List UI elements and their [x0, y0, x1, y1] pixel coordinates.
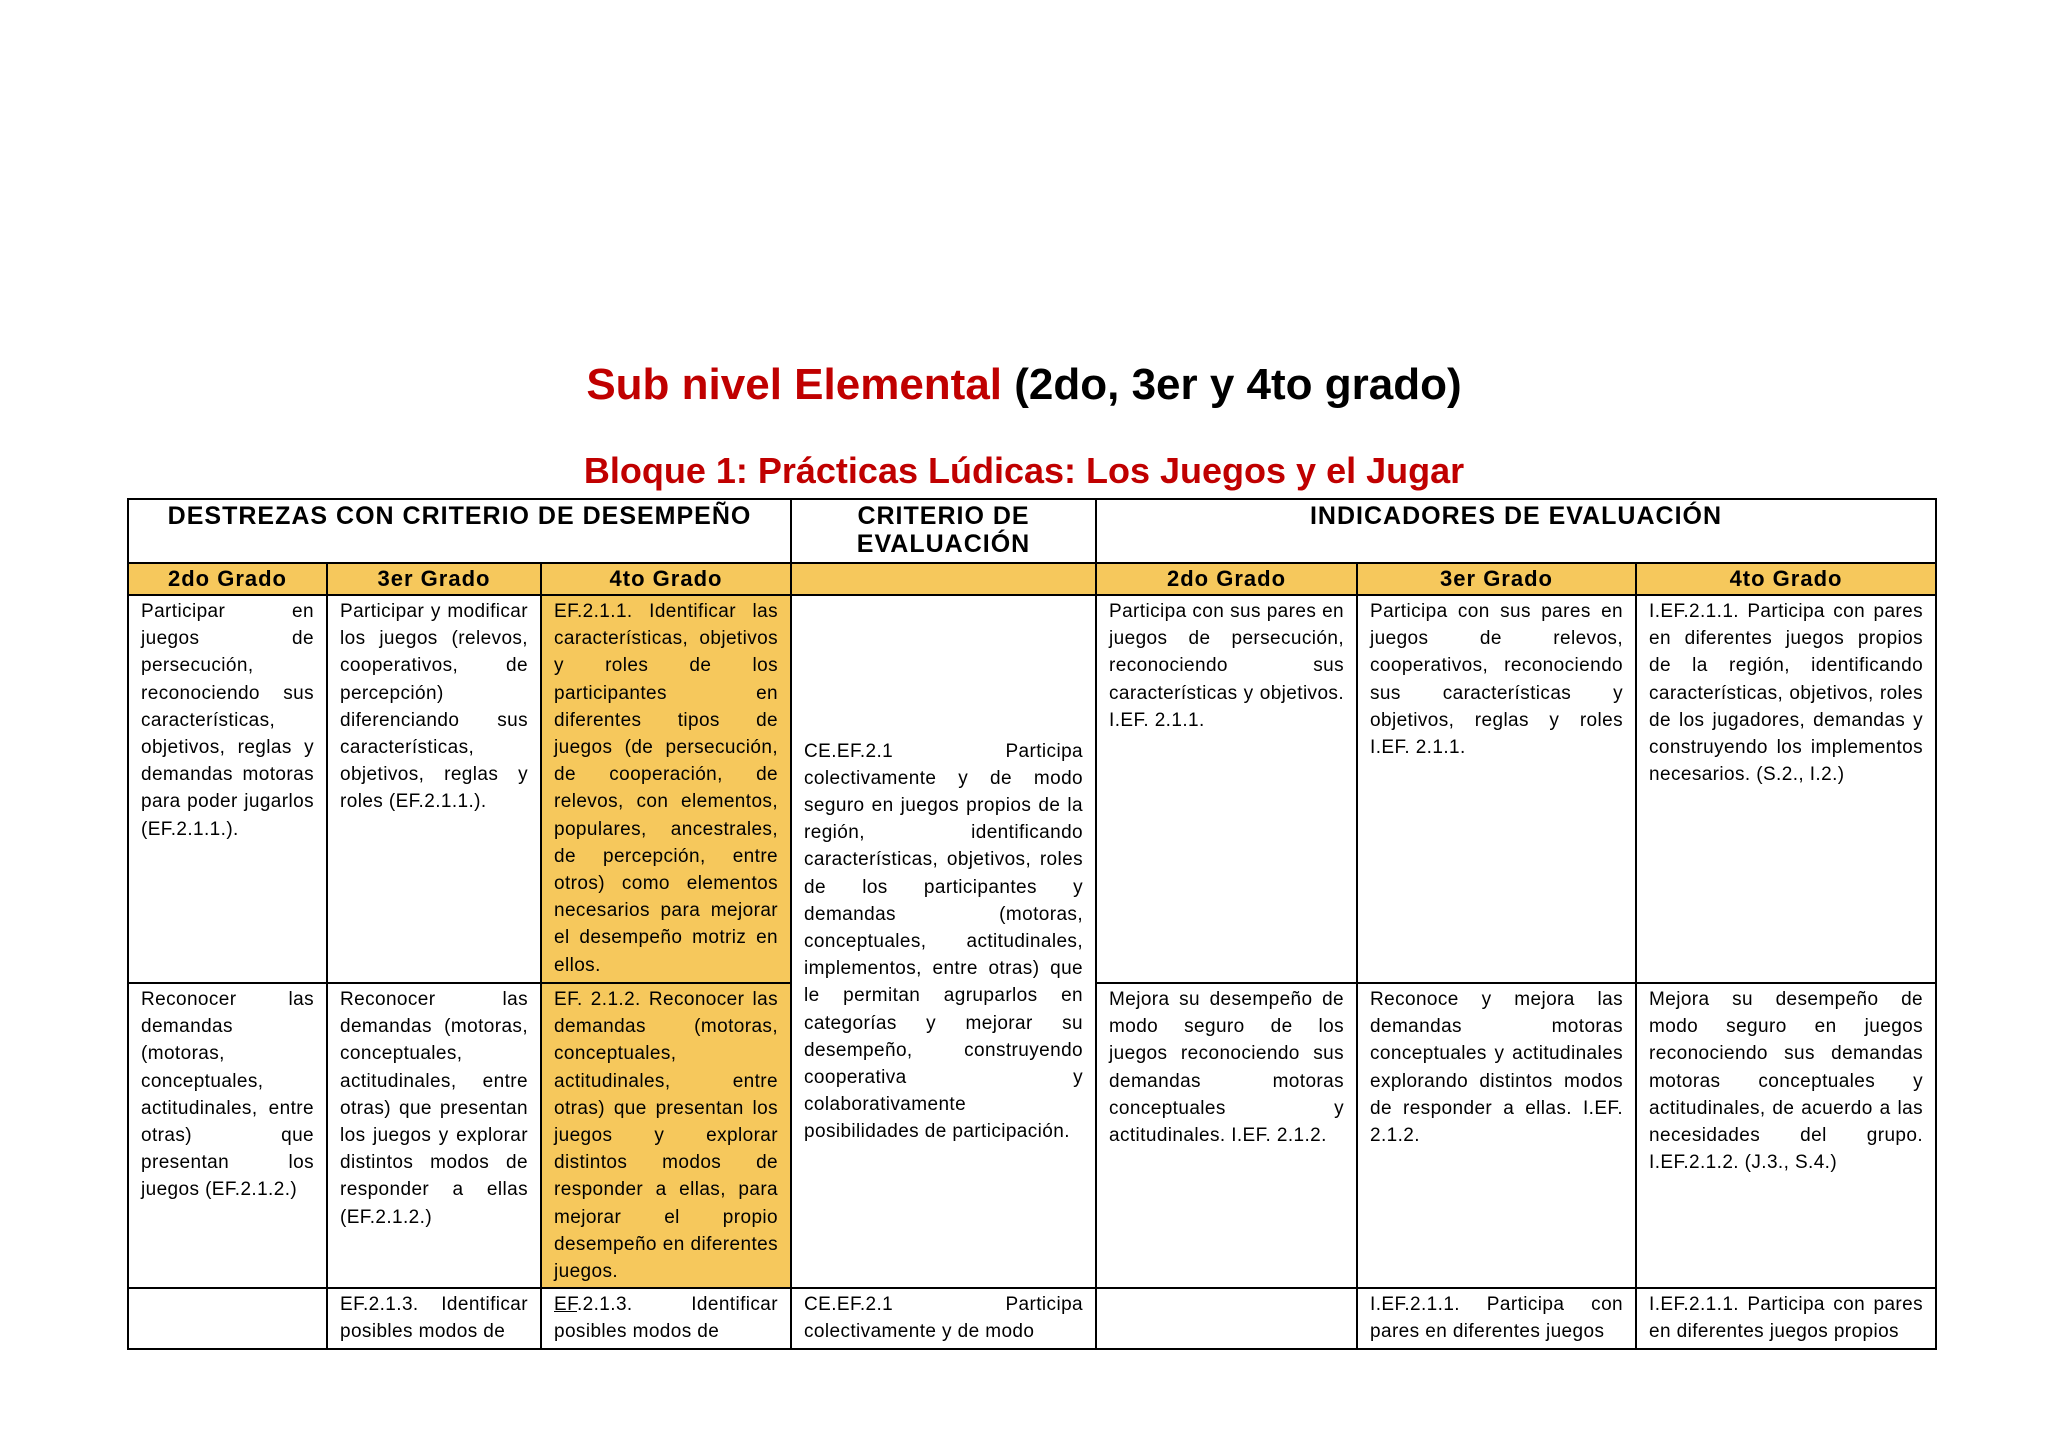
page-title — [0, 360, 2048, 410]
destreza-code-underlined: EF — [554, 1294, 577, 1316]
grade-indicador-2do: 2do Grado — [1096, 563, 1357, 595]
destreza-2do-cell: Reconocer las demandas (motoras, conceptuales, actitudinales, entre otras) que presentan los juegos (EF.2.1.2.) — [128, 983, 327, 1288]
criterio-cell: CE.EF.2.1 Participa colectivamente y de modo seguro en juegos propios de la región, identificando características, objetivos, roles de los participantes y demandas (motoras, conceptuales, actitudinales, implementos, entre otras) que le permitan agruparlos en categorías y mejorar su desempeño, construyendo cooperativa y colaborativamente posibilidades de participación. — [791, 595, 1096, 1288]
grade-row — [128, 563, 1936, 595]
indicador-3er-cell: Reconoce y mejora las demandas motoras conceptuales y actitudinales explorando distintos modos de responder a ellas. I.EF. 2.1.2. — [1357, 983, 1636, 1288]
grade-destreza-4to: 4to Grado — [541, 563, 791, 595]
grade-destreza-2do: 2do Grado — [128, 563, 327, 595]
grade-indicador-4to: 4to Grado — [1636, 563, 1936, 595]
indicador-2do-cell: Mejora su desempeño de modo seguro de los juegos reconociendo sus demandas motoras conceptuales y actitudinales. I.EF. 2.1.2. — [1096, 983, 1357, 1288]
destreza-4to-cell — [541, 1288, 791, 1348]
header-row — [128, 499, 1936, 563]
header-destrezas: DESTREZAS CON CRITERIO DE DESEMPEÑO — [128, 499, 791, 563]
title-grades: (2do, 3er y 4to grado) — [1002, 360, 1462, 409]
curriculum-table — [127, 498, 1937, 1350]
destreza-2do-cell: Participar en juegos de persecución, reconociendo sus características, objetivos, reglas y demandas motoras para poder jugarlos (EF.2.1.1.). — [128, 595, 327, 983]
destreza-4to-cell: EF. 2.1.2. Reconocer las demandas (motoras, conceptuales, actitudinales, entre otras) que presentan los juegos y explorar distintos modos de responder a ellas, para mejorar el propio desempeño en diferentes juegos. — [541, 983, 791, 1288]
destreza-2do-cell — [128, 1288, 327, 1348]
destreza-3er-cell: EF.2.1.3. Identificar posibles modos de — [327, 1288, 541, 1348]
table-row — [128, 595, 1936, 983]
destreza-3er-cell: Participar y modificar los juegos (relevos, cooperativos, de percepción) diferenciando sus características, objetivos, reglas y roles (EF.2.1.1.). — [327, 595, 541, 983]
title-level: Sub nivel Elemental — [586, 360, 1003, 409]
block-subtitle: Bloque 1: Prácticas Lúdicas: Los Juegos y el Jugar — [583, 450, 1465, 491]
indicador-4to-cell: I.EF.2.1.1. Participa con pares en diferentes juegos propios — [1636, 1288, 1936, 1348]
destreza-4to-cell: EF.2.1.1. Identificar las características, objetivos y roles de los participantes en diferentes tipos de juegos (de persecución, de cooperación, de relevos, con elementos, populares, ancestrales, de percepción, entre otros) como elementos necesarios para mejorar el desempeño motriz en ellos. — [541, 595, 791, 983]
indicador-3er-cell: I.EF.2.1.1. Participa con pares en diferentes juegos — [1357, 1288, 1636, 1348]
grade-indicador-3er: 3er Grado — [1357, 563, 1636, 595]
criterio-cell: CE.EF.2.1 Participa colectivamente y de modo — [791, 1288, 1096, 1348]
indicador-4to-cell: Mejora su desempeño de modo seguro en juegos reconociendo sus demandas motoras conceptuales y actitudinales, de acuerdo a las necesidades del grupo. I.EF.2.1.2. (J.3., S.4.) — [1636, 983, 1936, 1288]
indicador-2do-cell — [1096, 1288, 1357, 1348]
table-row — [128, 1288, 1936, 1348]
indicador-3er-cell: Participa con sus pares en juegos de relevos, cooperativos, reconociendo sus características y objetivos, reglas y roles I.EF. 2.1.1. — [1357, 595, 1636, 983]
grade-destreza-3er: 3er Grado — [327, 563, 541, 595]
grade-criterio — [791, 563, 1096, 595]
destreza-3er-cell: Reconocer las demandas (motoras, conceptuales, actitudinales, entre otras) que presentan los juegos y explorar distintos modos de responder a ellas (EF.2.1.2.) — [327, 983, 541, 1288]
destreza-text: .2.1.3. Identificar posibles modos de — [554, 1294, 779, 1343]
indicador-2do-cell: Participa con sus pares en juegos de persecución, reconociendo sus características y objetivos. I.EF. 2.1.1. — [1096, 595, 1357, 983]
indicador-4to-cell: I.EF.2.1.1. Participa con pares en diferentes juegos propios de la región, identificando características, objetivos, roles de los jugadores, demandas y construyendo los implementos necesarios. (S.2., I.2.) — [1636, 595, 1936, 983]
header-indicadores: INDICADORES DE EVALUACIÓN — [1096, 499, 1936, 563]
header-criterio: CRITERIO DE EVALUACIÓN — [791, 499, 1096, 563]
